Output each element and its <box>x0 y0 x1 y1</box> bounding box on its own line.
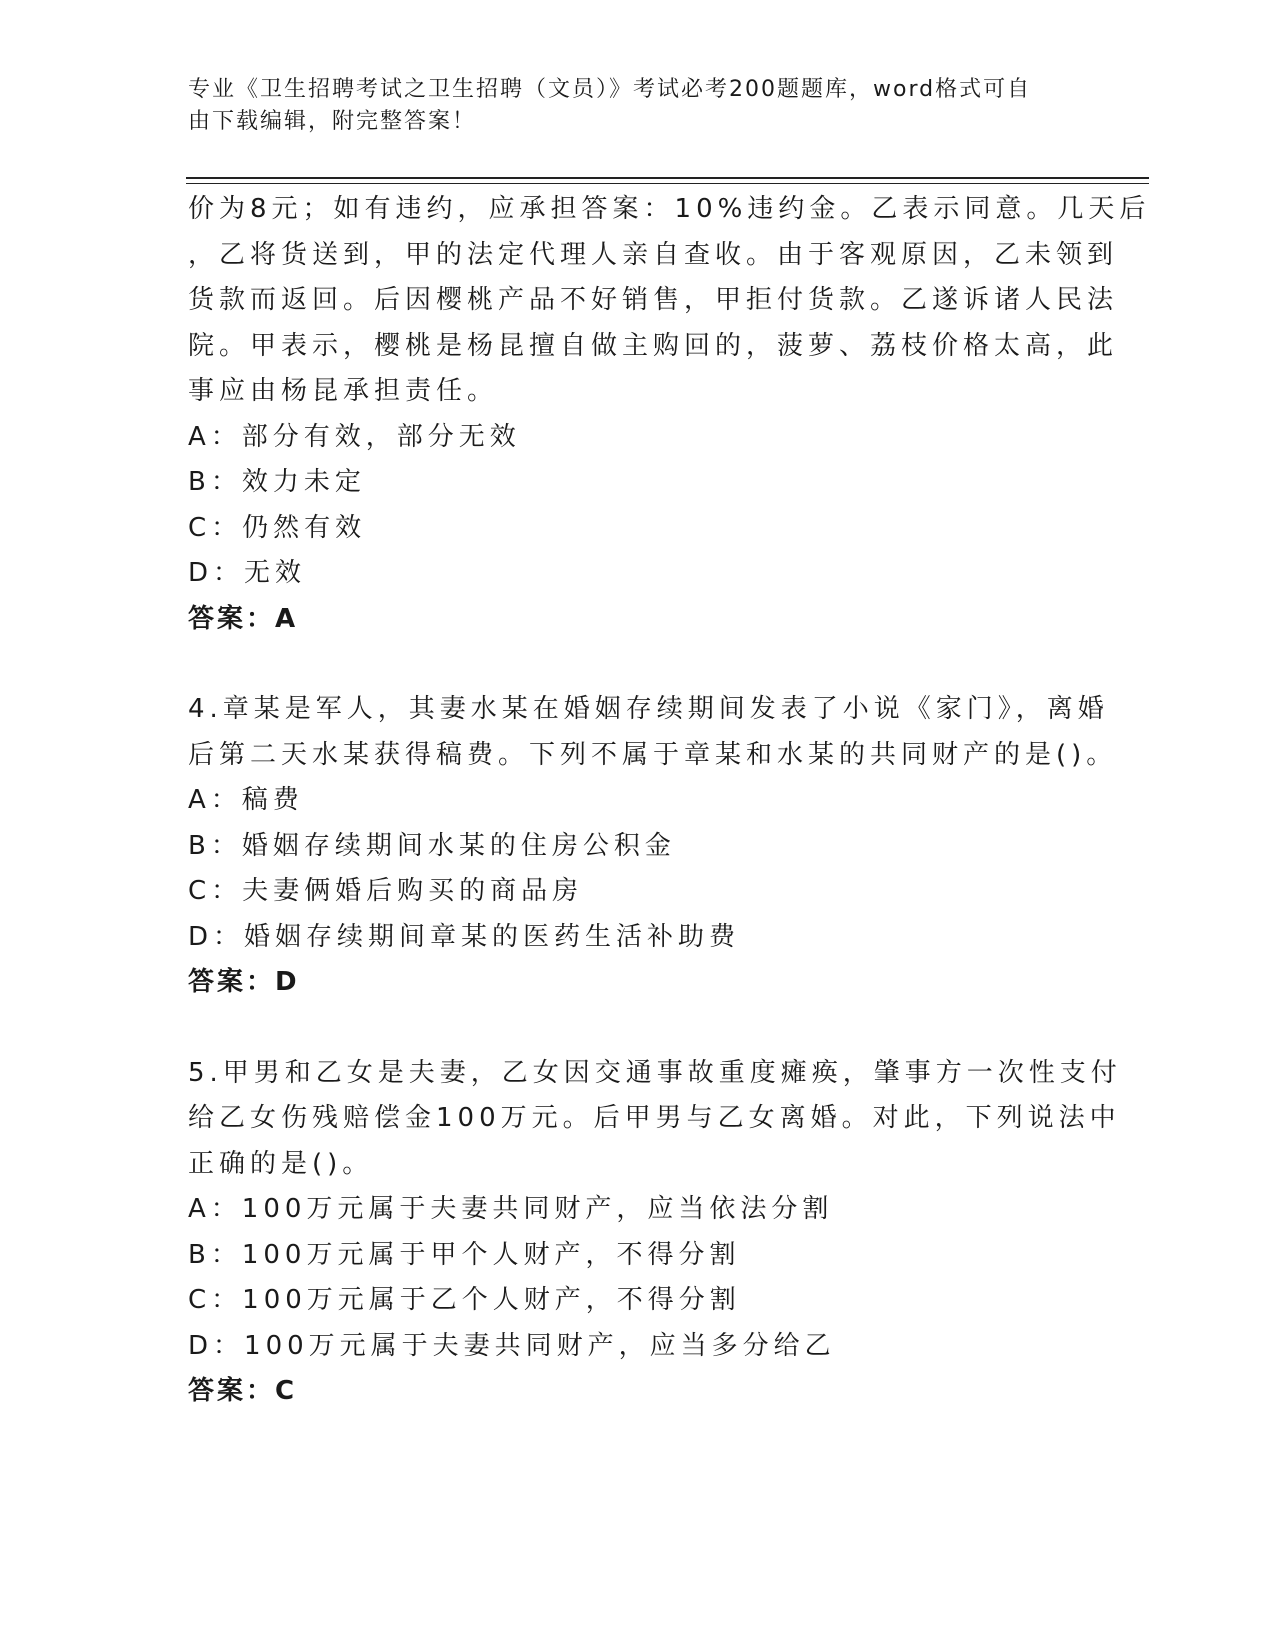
spacer <box>188 642 1088 687</box>
question-text-line: 给乙女伤残赔偿金100万元。后甲男与乙女离婚。对此，下列说法中 <box>188 1103 1121 1133</box>
spacer <box>188 1006 1088 1051</box>
option-b: B：婚姻存续期间水某的住房公积金 <box>188 830 676 861</box>
answer-line: 答案：D <box>188 967 300 997</box>
question-text-line: 5.甲男和乙女是夫妻，乙女因交通事故重度瘫痪，肇事方一次性支付 <box>188 1057 1122 1088</box>
option-c: C：仍然有效 <box>188 512 367 543</box>
option-c: C：夫妻俩婚后购买的商品房 <box>188 876 584 906</box>
option-d: D：无效 <box>188 558 307 588</box>
question-text-line: 4.章某是军人，其妻水某在婚姻存续期间发表了小说《家门》，离婚 <box>188 694 1109 724</box>
question-text-line: 事应由杨昆承担责任。 <box>188 376 499 406</box>
question-4 <box>188 687 1118 1006</box>
option-c: C：100万元属于乙个人财产，不得分割 <box>188 1285 741 1315</box>
question-text-line: 正确的是()。 <box>188 1148 374 1179</box>
header-line-1: 专业《卫生招聘考试之卫生招聘（文员）》考试必考200题题库，word格式可自 <box>188 77 1032 102</box>
question-5 <box>188 1051 1122 1415</box>
header-divider-thin <box>186 183 1149 184</box>
option-a: A：稿费 <box>188 785 304 815</box>
answer-line: 答案：A <box>188 603 299 634</box>
document-body <box>188 187 1151 1415</box>
option-a: A：100万元属于夫妻共同财产，应当依法分割 <box>188 1194 834 1224</box>
question-text-line: ，乙将货送到，甲的法定代理人亲自查收。由于客观原因，乙未领到 <box>188 239 1119 270</box>
option-b: B：效力未定 <box>188 467 366 497</box>
option-d: D：婚姻存续期间章某的医药生活补助费 <box>188 921 741 952</box>
option-a: A：部分有效，部分无效 <box>188 421 521 452</box>
header-line-2: 由下载编辑，附完整答案！ <box>188 109 477 134</box>
document-header <box>188 74 1068 138</box>
question-text-line: 后第二天水某获得稿费。下列不属于章某和水某的共同财产的是()。 <box>188 739 1118 770</box>
question-3-continuation <box>188 187 1151 642</box>
question-text-line: 院。甲表示，樱桃是杨昆擅自做主购回的，菠萝、荔枝价格太高，此 <box>188 330 1119 361</box>
question-text-line: 货款而返回。后因樱桃产品不好销售，甲拒付货款。乙遂诉诸人民法 <box>188 285 1119 315</box>
option-b: B：100万元属于甲个人财产，不得分割 <box>188 1239 741 1270</box>
question-text-line: 价为8元；如有违约，应承担答案：10%违约金。乙表示同意。几天后 <box>188 194 1151 224</box>
header-divider-thick <box>186 177 1149 179</box>
option-d: D：100万元属于夫妻共同财产，应当多分给乙 <box>188 1330 836 1361</box>
answer-line: 答案：C <box>188 1376 298 1406</box>
